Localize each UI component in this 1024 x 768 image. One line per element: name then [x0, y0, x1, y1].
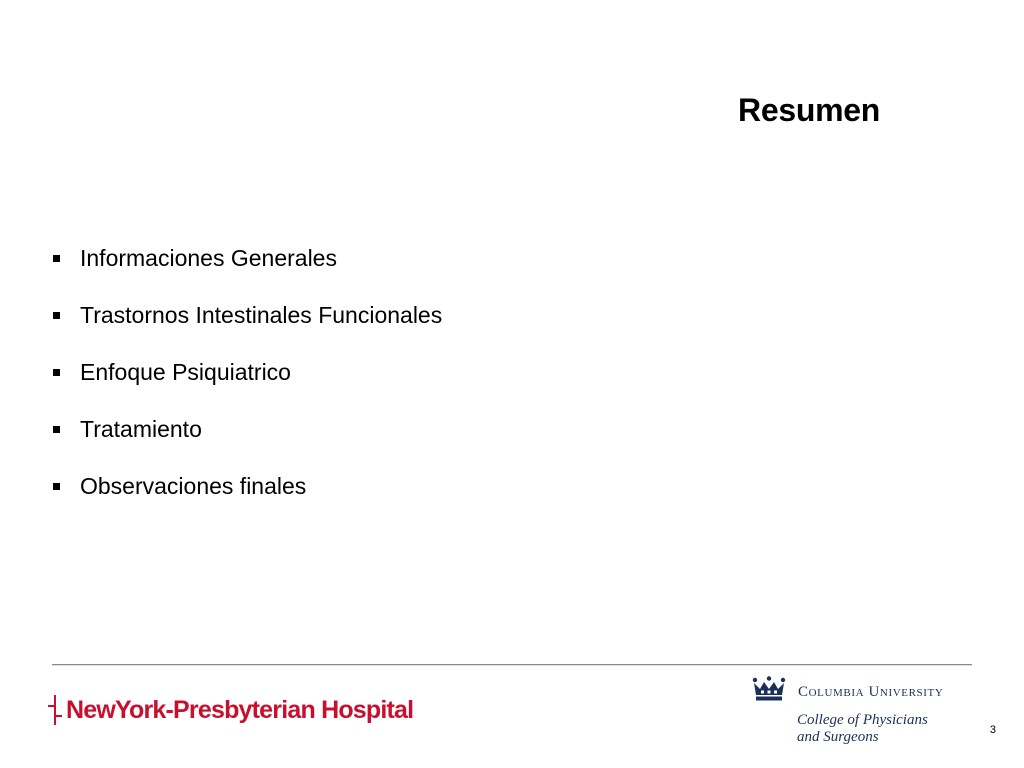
slide-title: Resumen [738, 92, 880, 128]
bullet-text: Trastornos Intestinales Funcionales [80, 302, 443, 328]
bullet-item [50, 344, 442, 401]
footer-divider [52, 664, 972, 666]
page-number: 3 [989, 724, 996, 736]
square-bullet-icon [53, 483, 60, 490]
square-bullet-icon [53, 426, 60, 433]
bullet-text: Informaciones Generales [80, 245, 337, 271]
columbia-college-line2: and Surgeons [797, 729, 879, 745]
columbia-crown-icon [752, 676, 786, 702]
square-bullet-icon [53, 369, 60, 376]
bullet-text: Observaciones finales [80, 473, 307, 499]
columbia-logo [752, 676, 962, 756]
bullet-text: Tratamiento [80, 416, 202, 442]
bullet-item [50, 230, 442, 287]
columbia-college-line1: College of Physicians [797, 712, 928, 728]
bullet-text: Enfoque Psiquiatrico [80, 359, 291, 385]
bullet-list [50, 230, 442, 515]
square-bullet-icon [53, 312, 60, 319]
bullet-item [50, 401, 442, 458]
columbia-college [797, 712, 928, 746]
square-bullet-icon [53, 255, 60, 262]
bullet-item [50, 287, 442, 344]
nyp-logo-text: NewYork-Presbyterian Hospital [66, 695, 414, 724]
columbia-name: Columbia University [798, 684, 944, 700]
bullet-item [50, 458, 442, 515]
nyp-mark-icon [48, 695, 62, 725]
nyp-logo [48, 695, 413, 725]
